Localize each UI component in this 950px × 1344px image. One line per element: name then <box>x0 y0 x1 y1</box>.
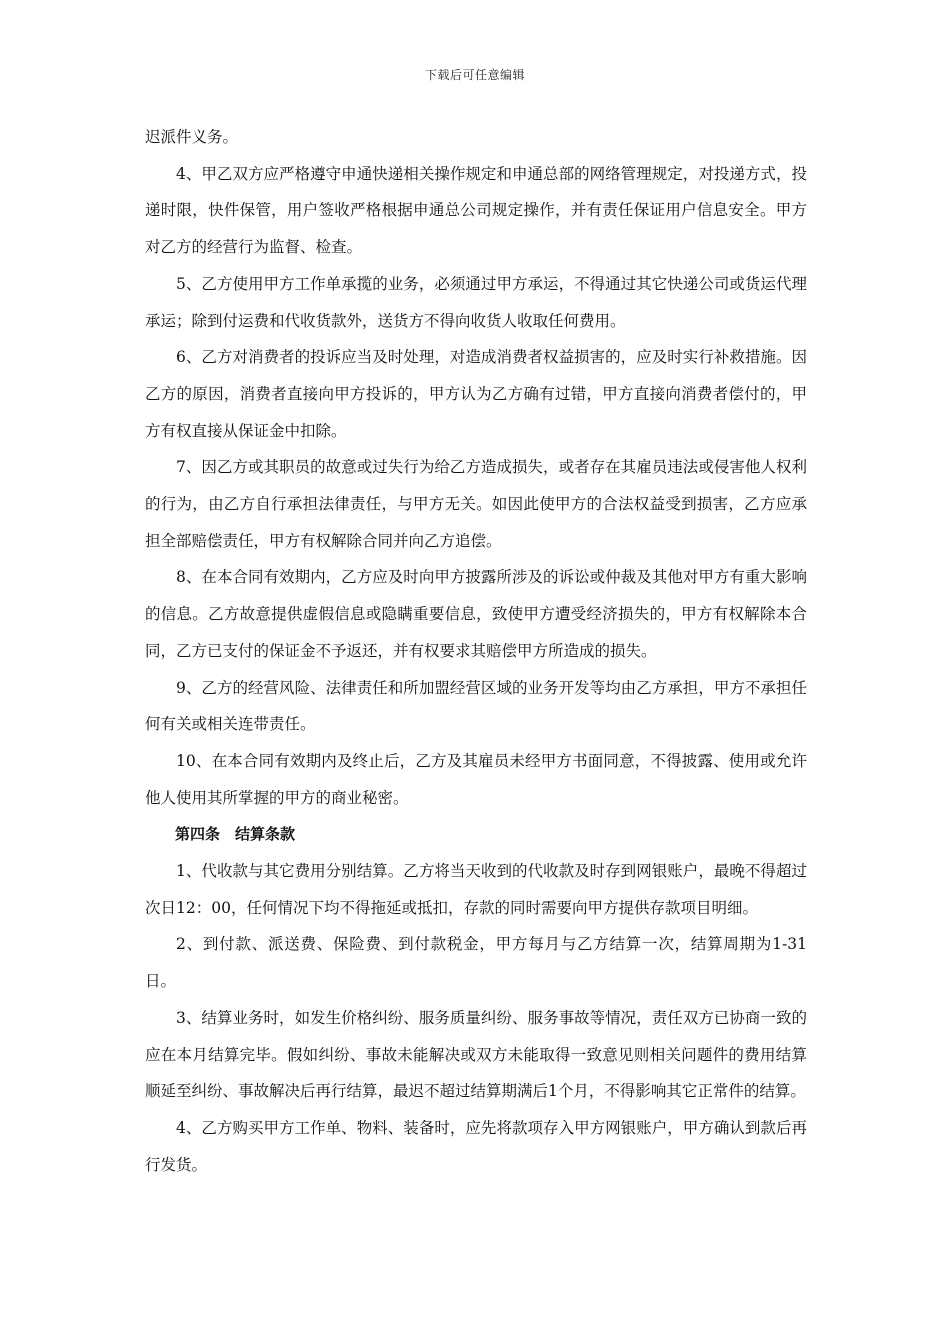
header-note: 下载后可任意编辑 <box>424 68 525 82</box>
settlement-item-1: 1、代收款与其它费用分别结算。乙方将当天收到的代收款及时存到网银账户，最晚不得超过次日12：00，任何情况下均不得拖延或抵扣，存款的同时需要向甲方提供存款项目明细。 <box>145 862 807 917</box>
paragraph-item-8: 8、在本合同有效期内，乙方应及时向甲方披露所涉及的诉讼或仲裁及其他对甲方有重大影响的信息。乙方故意提供虚假信息或隐瞒重要信息，致使甲方遭受经济损失的，甲方有权解除本合同，乙方已支付的保证金不予返还，并有权要求其赔偿甲方所造成的损失。 <box>145 568 807 660</box>
paragraph-continuation: 迟派件义务。 <box>145 128 239 146</box>
paragraph-item-9: 9、乙方的经营风险、法律责任和所加盟经营区域的业务开发等均由乙方承担，甲方不承担任何有关或相关连带责任。 <box>145 678 807 734</box>
document-body <box>145 119 807 1183</box>
settlement-item-3: 3、结算业务时，如发生价格纠纷、服务质量纠纷、服务事故等情况，责任双方已协商一致的应在本月结算完毕。假如纠纷、事故未能解决或双方未能取得一致意见则相关问题件的费用结算顺延至纠纷、事故解决后再行结算，最迟不超过结算期满后1个月，不得影响其它正常件的结算。 <box>145 1008 807 1101</box>
settlement-item-2: 2、到付款、派送费、保险费、到付款税金，甲方每月与乙方结算一次，结算周期为1-31日。 <box>145 935 807 991</box>
paragraph-item-10: 10、在本合同有效期内及终止后，乙方及其雇员未经甲方书面同意，不得披露、使用或允许他人使用其所掌握的甲方的商业秘密。 <box>145 751 807 807</box>
paragraph-item-4: 4、甲乙双方应严格遵守申通快递相关操作规定和申通总部的网络管理规定，对投递方式，投递时限，快件保管，用户签收严格根据申通总公司规定操作，并有责任保证用户信息安全。甲方对乙方的经营行为监督、检查。 <box>145 164 807 257</box>
paragraph-item-5: 5、乙方使用甲方工作单承揽的业务，必须通过甲方承运，不得通过其它快递公司或货运代理承运；除到付运费和代收货款外，送货方不得向收货人收取任何费用。 <box>145 274 807 330</box>
paragraph-item-6: 6、乙方对消费者的投诉应当及时处理，对造成消费者权益损害的，应及时实行补救措施。因乙方的原因，消费者直接向甲方投诉的，甲方认为乙方确有过错，甲方直接向消费者偿付的，甲方有权直接从保证金中扣除。 <box>145 348 807 440</box>
section-heading: 第四条 结算条款 <box>175 825 296 844</box>
paragraph-item-7: 7、因乙方或其职员的故意或过失行为给乙方造成损失，或者存在其雇员违法或侵害他人权利的行为，由乙方自行承担法律责任，与甲方无关。如因此使甲方的合法权益受到损害，乙方应承担全部赔偿责任，甲方有权解除合同并向乙方追偿。 <box>145 458 807 550</box>
settlement-item-4: 4、乙方购买甲方工作单、物料、装备时，应先将款项存入甲方网银账户，甲方确认到款后再行发货。 <box>145 1118 807 1174</box>
